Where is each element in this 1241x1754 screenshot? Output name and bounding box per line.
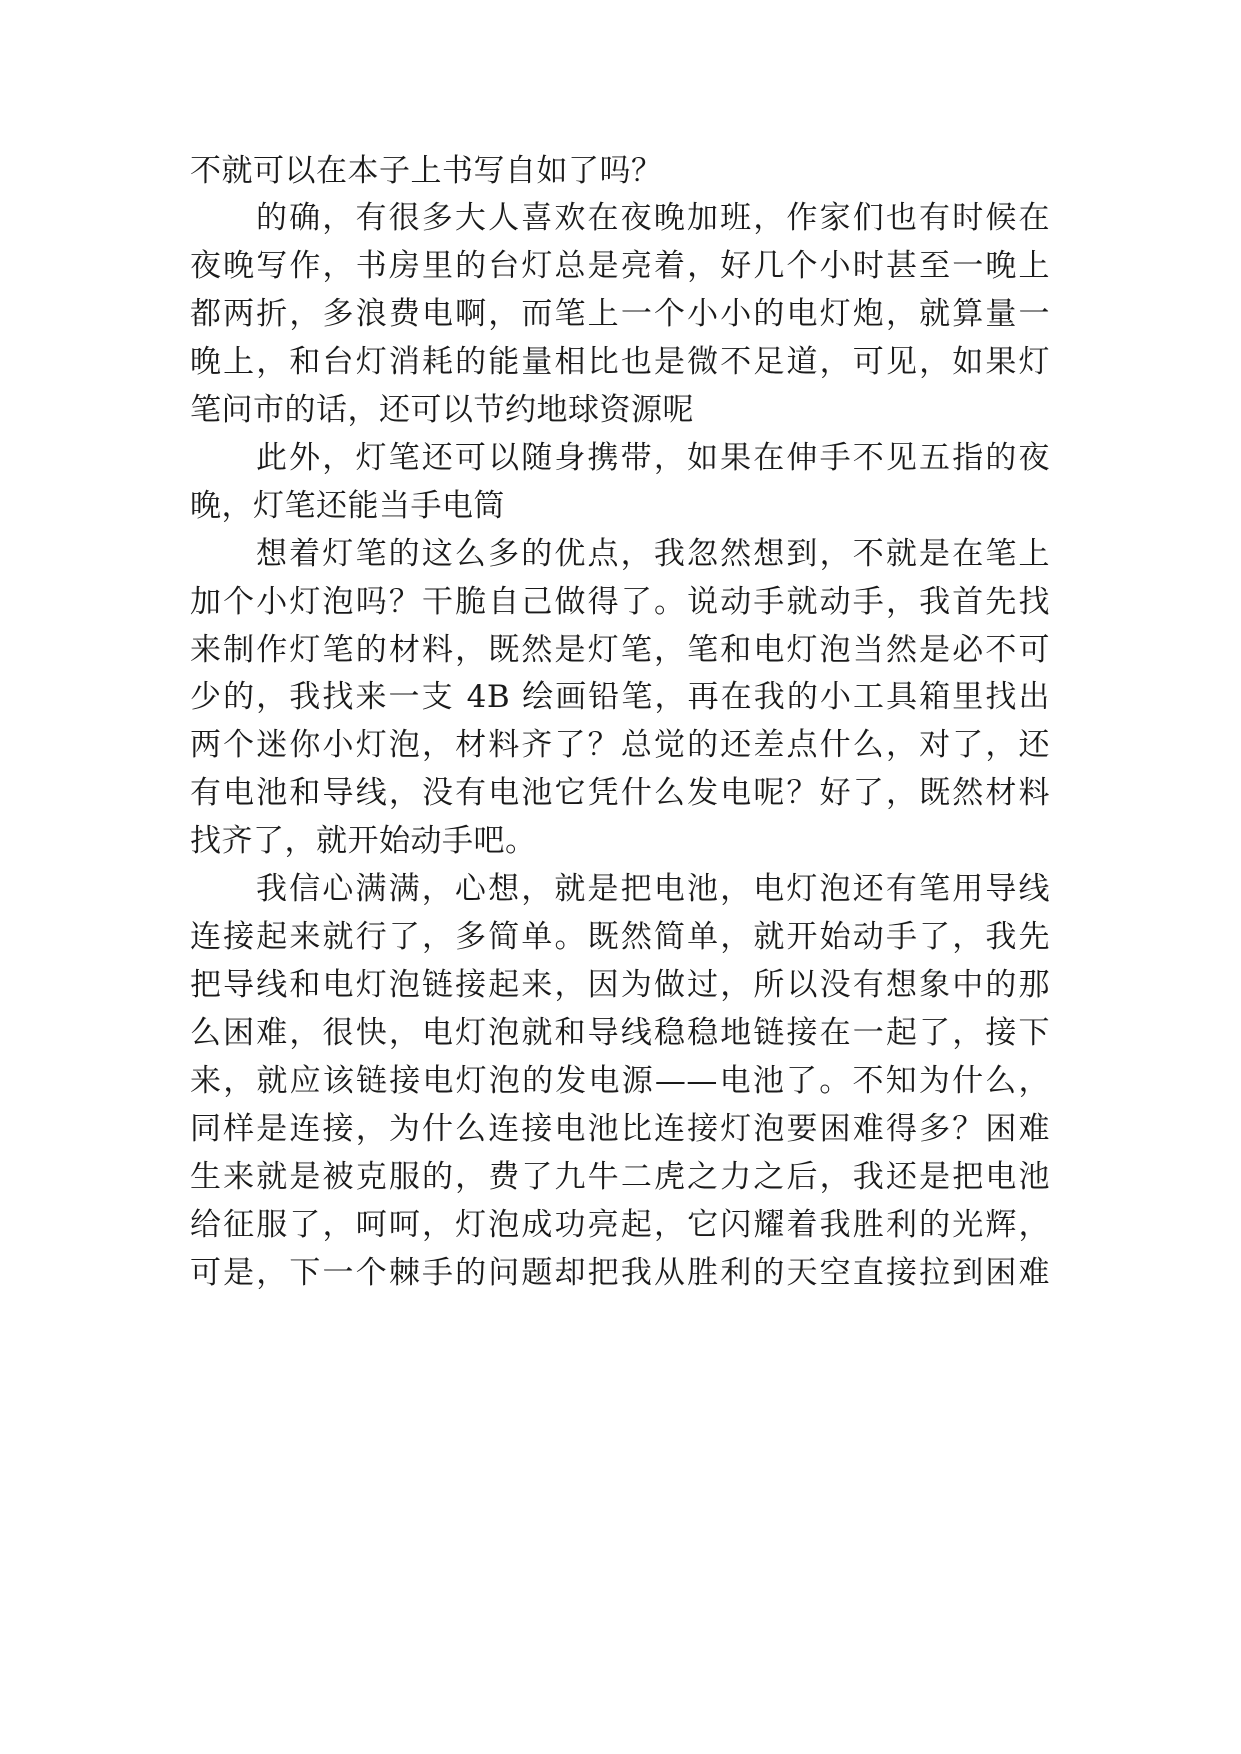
text-line: 的确，有很多大人喜欢在夜晚加班，作家们也有时候在: [256, 200, 1050, 236]
text-line: 都两折，多浪费电啊，而笔上一个小小的电灯炮，就算量一: [190, 296, 1050, 332]
text-line: 少的，我找来一支 4B 绘画铅笔，再在我的小工具箱里找出: [190, 679, 1050, 715]
text-line: 笔问市的话，还可以节约地球资源呢: [190, 392, 694, 428]
text-line: 来制作灯笔的材料，既然是灯笔，笔和电灯泡当然是必不可: [190, 632, 1050, 668]
text-line: 晚上，和台灯消耗的能量相比也是微不足道，可见，如果灯: [190, 344, 1050, 380]
text-line: 夜晚写作，书房里的台灯总是亮着，好几个小时甚至一晚上: [190, 248, 1050, 284]
text-line: 来，就应该链接电灯泡的发电源——电池了。不知为什么，: [190, 1063, 1050, 1099]
text-line: 想着灯笔的这么多的优点，我忽然想到，不就是在笔上: [256, 536, 1050, 572]
text-line: 找齐了，就开始动手吧。: [190, 823, 537, 859]
text-line: 有电池和导线，没有电池它凭什么发电呢？好了，既然材料: [190, 775, 1050, 811]
text-line: 我信心满满，心想，就是把电池，电灯泡还有笔用导线: [256, 871, 1050, 907]
text-line: 晚，灯笔还能当手电筒: [190, 488, 505, 524]
text-line: 给征服了，呵呵，灯泡成功亮起，它闪耀着我胜利的光辉，: [190, 1207, 1050, 1243]
text-line: 同样是连接，为什么连接电池比连接灯泡要困难得多？困难: [190, 1111, 1050, 1147]
text-line: 可是，下一个棘手的问题却把我从胜利的天空直接拉到困难: [190, 1255, 1050, 1291]
text-line: 不就可以在本子上书写自如了吗？: [190, 153, 663, 189]
text-line: 两个迷你小灯泡，材料齐了？总觉的还差点什么，对了，还: [190, 727, 1050, 763]
text-line: 把导线和电灯泡链接起来，因为做过，所以没有想象中的那: [190, 967, 1050, 1003]
text-line: 么困难，很快，电灯泡就和导线稳稳地链接在一起了，接下: [190, 1015, 1050, 1051]
text-line: 此外，灯笔还可以随身携带，如果在伸手不见五指的夜: [256, 440, 1050, 476]
text-line: 生来就是被克服的，费了九牛二虎之力之后，我还是把电池: [190, 1159, 1050, 1195]
text-line: 加个小灯泡吗？干脆自己做得了。说动手就动手，我首先找: [190, 584, 1050, 620]
text-line: 连接起来就行了，多简单。既然简单，就开始动手了，我先: [190, 919, 1050, 955]
